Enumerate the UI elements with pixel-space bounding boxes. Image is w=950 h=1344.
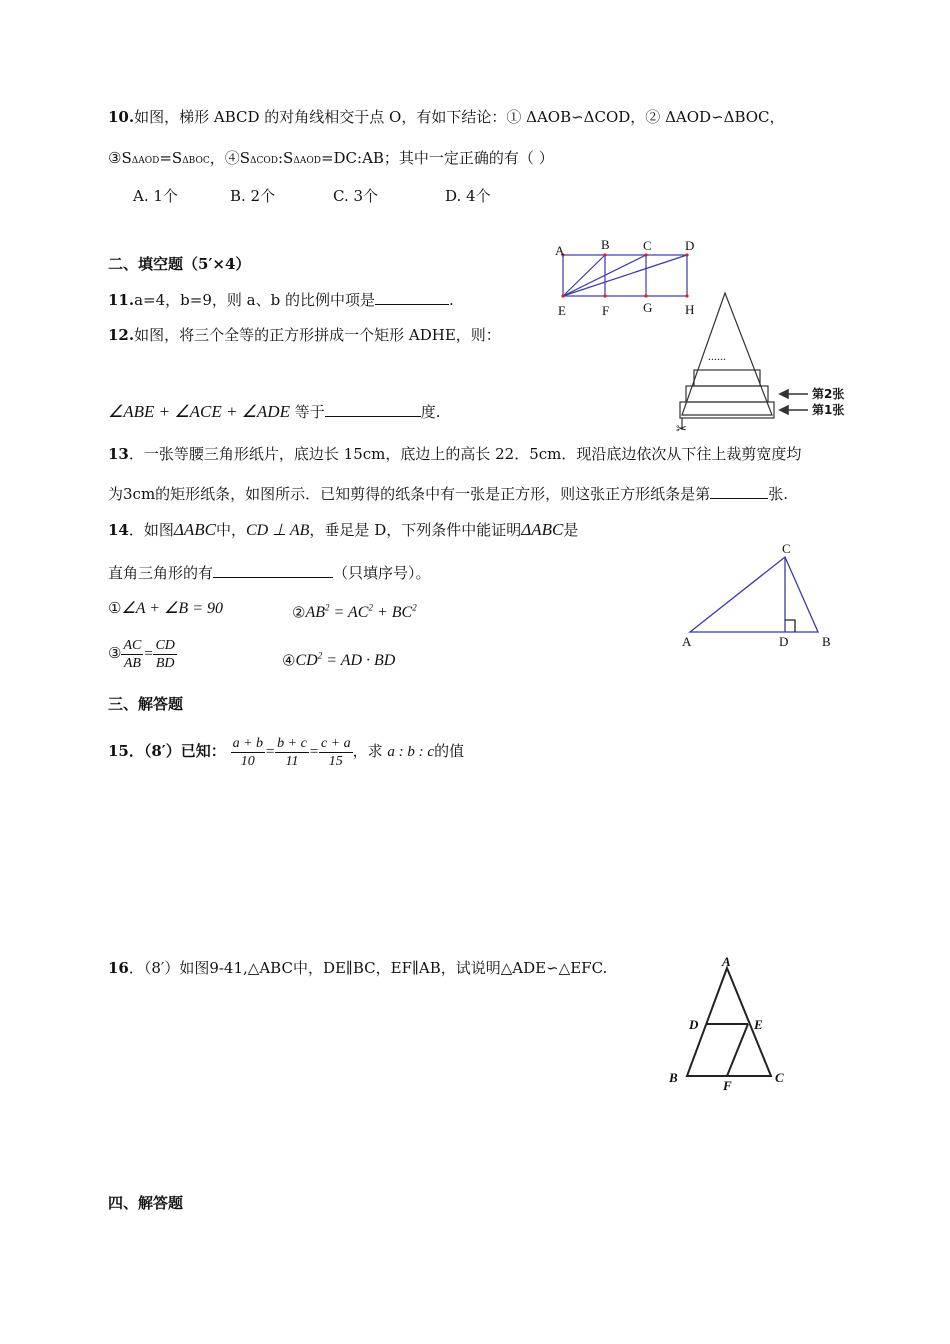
q12-answer-blank[interactable] [325,402,421,417]
q12: 12.如图，将三个全等的正方形拼成一个矩形 ADHE，则： [108,326,501,344]
q12-line2: ∠ABE + ∠ACE + ∠ADE 等于 度. [108,402,441,421]
q10-text: 如图，梯形 ABCD 的对角线相交于点 O，有如下结论：① ΔAOB∽ΔCOD，② ΔAOD∽ΔBOC， [134,108,785,126]
q10-option-b: B. 2个 [230,187,276,205]
q14-option-1: ①∠A + ∠B = 90 [108,599,223,617]
label-strip-1: 第1张 [812,403,845,417]
figure-parallel-lines [665,950,800,1095]
q14-option-2: $②AB^2 = AC^2 + BC^2$ [292,603,417,622]
scissors-icon: ✂ [676,421,687,436]
label-d: D [689,1017,699,1032]
label-strip-2: 第2张 [812,387,845,401]
label-c: C [643,238,652,253]
label-a: A [682,634,692,649]
q14-line1: 14．如图ΔABC中，CD ⊥ AB，垂足是 D，下列条件中能证明ΔABC是 [108,520,579,539]
q10-line1 [108,107,785,127]
label-b: B [669,1070,678,1085]
q14-option-4: $④CD^2$ = AD · BD [282,651,396,670]
label-f: F [723,1078,732,1093]
q10-option-d: D. 4个 [445,187,491,205]
q15-fraction-3: $\frac{c + a}{15}$ [320,735,351,769]
strips-dots: ...... [708,349,726,363]
section4-title: 四、解答题 [108,1194,184,1212]
q14-option-3: ③ $\frac{AC}{AB}$ = $\frac{CD}{BD}$ [108,637,175,671]
q15: 15．（8′）已知： $\frac{a + b}{10}$ = $\frac{b + c}{11}$ = $\frac{c + a}{15}$ ，求 a : b : c的值 [108,735,465,769]
q12-angle-expression: ∠ABE + ∠ACE + ∠ADE [108,402,290,421]
label-b: B [822,634,831,649]
q13-line1: 13．一张等腰三角形纸片，底边长 15cm，底边上的高长 22．5cm．现沿底边依次从下往上裁剪宽度均 [108,445,802,463]
q10-option-c: C. 3个 [333,187,379,205]
section2-title: 二、填空题（5′×4） [108,255,251,273]
q14-answer-blank[interactable] [213,563,333,578]
label-c: C [775,1070,784,1085]
q15-fraction-1: $\frac{a + b}{10}$ [232,735,264,769]
figure-triangle-strips [672,290,862,436]
label-e: E [558,303,566,318]
label-e: E [754,1017,763,1032]
q10-option-a: A. 1个 [133,187,178,205]
section3-title: 三、解答题 [108,695,184,713]
q16: 16．（8′）如图9-41,△ABC中，DE∥BC，EF∥AB，试说明△ADE∽△EFC. [108,959,608,977]
label-d: D [685,238,695,253]
label-g: G [643,300,653,315]
q11-answer-blank[interactable] [375,290,449,305]
label-f: F [602,303,610,318]
q10-line2: ③SΔAOD=SΔBOC，④SΔCOD:SΔAOD=DC:AB；其中一定正确的有（ ） [108,149,554,167]
label-a: A [555,243,565,258]
label-a: A [722,954,731,969]
q14-fraction-cd-bd: $\frac{CD}{BD}$ [155,637,175,671]
q11: 11.a=4，b=9，则 a、b 的比例中项是 . [108,291,454,309]
q14-line2: 直角三角形的有 （只填序号）。 [108,564,431,582]
label-b: B [601,237,610,252]
label-c: C [782,541,791,556]
q15-fraction-2: $\frac{b + c}{11}$ [277,735,307,769]
q13-line2: 为3cm的矩形纸条，如图所示．已知剪得的纸条中有一张是正方形，则这张正方形纸条是第 张. [108,485,788,503]
label-d: D [779,634,789,649]
q14-fraction-ac-ab: $\frac{AC}{AB}$ [123,637,142,671]
q13-answer-blank[interactable] [710,484,768,499]
figure-right-triangle [678,540,838,650]
q10-number: 10. [108,108,135,126]
label-h: H [685,302,695,317]
